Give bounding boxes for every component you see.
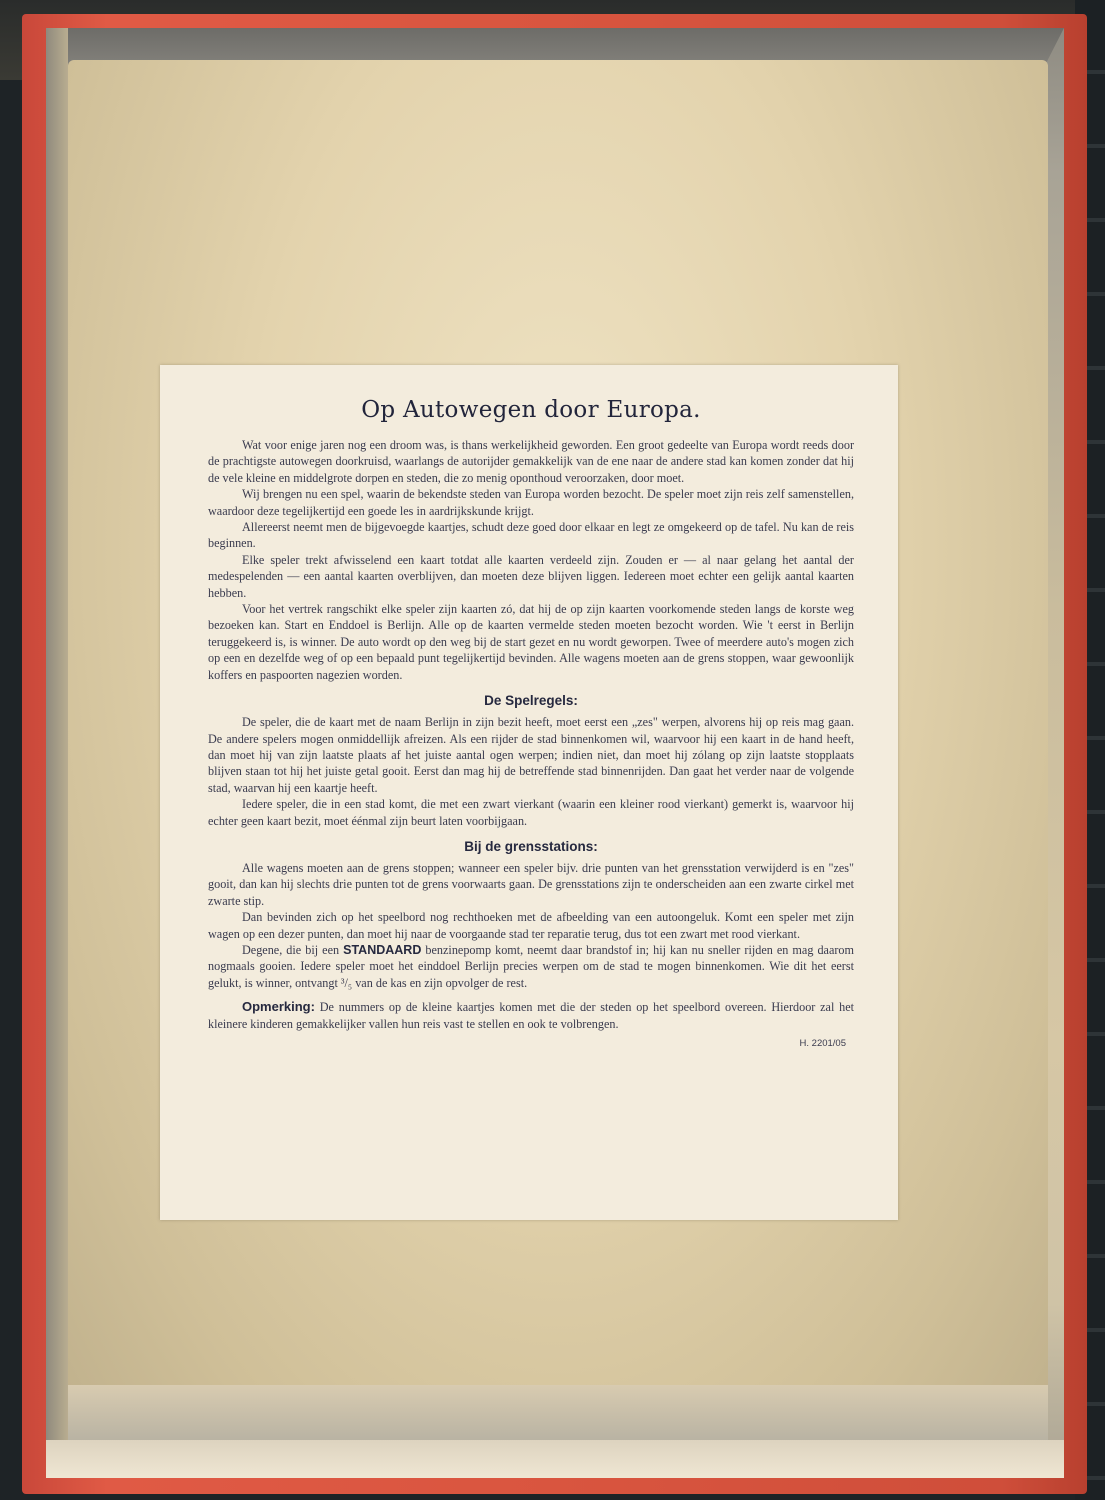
print-code: H. 2201/05 [799, 1038, 846, 1049]
intro-paragraph: Voor het vertrek rangschikt elke speler zijn kaarten zó, dat hij de op zijn kaarten voorkomende steden langs de korste weg bezoeken kan. Start en Enddoel is Berlijn. Alle op de kaarten vermelde steden moeten bezocht worden. Wie 't eerst in Berlijn teruggekeerd is, is winner. De auto wordt op den weg bij de start gezet en nu wordt geworpen. Twee of meerdere auto's mogen zich op een en dezelfde weg of op een bepaald punt tegelijkertijd bevinden. Alle wagens moeten aan de grens stoppen, waar gewoonlijk koffers en paspoorten nagezien worden. [208, 602, 854, 682]
standard-paragraph [208, 942, 854, 991]
intro-paragraph: Allereerst neemt men de bijgevoegde kaartjes, schudt deze goed door elkaar en legt ze omgekeerd op de tafel. Nu kan de reis beginnen. [208, 520, 854, 551]
rules-paragraph: Iedere speler, die in een stad komt, die met een zwart vierkant (waarin een kleiner rood vierkant) gemerkt is, waarvoor hij echter geen kaart bezit, moet éénmal zijn beurt laten voorbijgaan. [208, 797, 854, 828]
intro-paragraph: Elke speler trekt afwisselend een kaart totdat alle kaarten verdeeld zijn. Zouden er — al naar gelang het aantal der medespelenden — een aantal kaarten overblijven, dan moeten deze blijven liggen. Iedereen moet echter een gelijk aantal kaarten hebben. [208, 552, 854, 600]
intro-paragraph: Wat voor enige jaren nog een droom was, is thans werkelijkheid geworden. Een groot gedeelte van Europa wordt reeds door de prachtigste autowegen doorkruisd, waarlangs de autorijder gemakkelijk van de ene naar de andere stad kan komen zonder dat hij de vele kleine en middelgrote dorpen en steden, die zo menig oponthoud veroorzaken, door moet. [208, 438, 854, 485]
note-paragraph [208, 999, 854, 1032]
box-left-wall [46, 28, 68, 1478]
rules-heading: De Spelregels: [484, 693, 578, 709]
box-bottom-rim [46, 1440, 1064, 1478]
note-text: De nummers op de kleine kaartjes komen met die der steden op het speelbord overeen. Hierdoor zal het kleinere kinderen gemakkelijker vallen hun reis vast te stellen en ook te volbrengen. [208, 1000, 854, 1031]
rules-paragraph: De speler, die de kaart met de naam Berlijn in zijn bezit heeft, moet eerst een „zes" werpen, alvorens hij op reis mag gaan. De andere spelers mogen onmiddellijk afreizen. Als een rijder de stad binnenkomen wil, waarvoor hij een kaart in de hand heeft, dan moet hij van zijn laatste plaats af het juiste aantal ogen werpen; indien niet, dan moet hij zólang op zijn laatste stopplaats blijven staan tot hij het juiste getal gooit. Eerst dan mag hij de betreffende stad binnenrijden. Dan gaat het verder naar de volgende stad, waarvan hij een kaartje heeft. [208, 715, 854, 795]
standard-pre-text: Degene, die bij een [242, 942, 340, 957]
intro-paragraph: Wij brengen nu een spel, waarin de bekendste steden van Europa worden bezocht. De speler moet zijn reis zelf samenstellen, waardoor deze tegelijkertijd een goede les in aardrijkskunde krijgt. [208, 487, 854, 518]
sheet-title: Op Autowegen door Europa. [361, 397, 701, 423]
standard-post-text: benzinepomp komt, neemt daar brandstof in; hij kan nu sneller rijden en mag daarom nogmaals gooien. Iedere speler moet het einddoel Berlijn precies werpen om de stad te mogen binnenkomen. Wie dit het eerst gelukt, is winner, ontvangt ³/₅ van de kas en zijn opvolger de rest. [208, 942, 855, 990]
border-paragraph: Dan bevinden zich op het speelbord nog rechthoeken met de afbeelding van een autoongeluk. Komt een speler met zijn wagen op een dezer punten, dan moet hij naar de voorgaande stad ter reparatie terug, dus tot een zwart met rood vierkant. [208, 910, 854, 941]
border-paragraph: Alle wagens moeten aan de grens stoppen; wanneer een speler bijv. drie punten van het grensstation verwijderd is en "zes" gooit, dan kan hij slechts drie punten tot de grens voorwaarts gaan. De grensstations zijn te onderscheiden aan een zwarte cirkel met zwarte stip. [208, 860, 854, 908]
box-bottom-wall [68, 1385, 1048, 1440]
standard-brand: STANDAARD [343, 942, 422, 957]
border-heading: Bij de grensstations: [464, 838, 598, 854]
note-label: Opmerking: [242, 999, 315, 1015]
rules-sheet [160, 365, 898, 1220]
